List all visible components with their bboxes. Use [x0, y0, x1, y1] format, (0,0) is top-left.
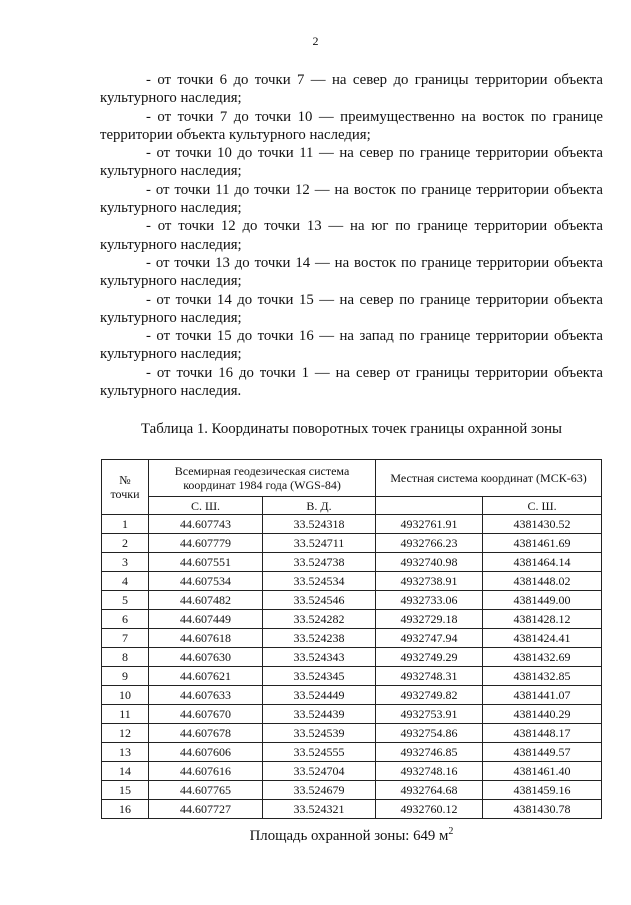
coordinates-table-body [102, 515, 602, 819]
cell-wgs84-longitude: 33.524711 [263, 534, 376, 553]
cell-wgs84-longitude: 33.524738 [263, 553, 376, 572]
table-row [102, 724, 602, 743]
cell-point-number: 2 [102, 534, 149, 553]
area-label: Площадь охранной зоны: 649 м [249, 828, 449, 844]
protected-zone-area [100, 826, 603, 846]
cell-wgs84-latitude: 44.607633 [149, 686, 263, 705]
paragraph-continuation: культурного наследия; [100, 163, 242, 180]
cell-local-x: 4932738.91 [376, 572, 483, 591]
table-row [102, 610, 602, 629]
cell-local-y: 4381441.07 [483, 686, 602, 705]
cell-local-y: 4381448.02 [483, 572, 602, 591]
boundary-segment-paragraph [100, 364, 603, 401]
cell-local-x: 4932766.23 [376, 534, 483, 553]
cell-point-number: 7 [102, 629, 149, 648]
cell-local-y: 4381461.40 [483, 762, 602, 781]
table-row [102, 667, 602, 686]
cell-point-number: 12 [102, 724, 149, 743]
cell-local-y: 4381448.17 [483, 724, 602, 743]
cell-wgs84-latitude: 44.607621 [149, 667, 263, 686]
page-number: 2 [312, 34, 319, 48]
header-wgs84-group: Всемирная геодезическая система координат 1984 года (WGS-84) [149, 460, 376, 497]
cell-wgs84-latitude: 44.607618 [149, 629, 263, 648]
boundary-segment-paragraph [100, 254, 603, 291]
cell-point-number: 15 [102, 781, 149, 800]
cell-point-number: 14 [102, 762, 149, 781]
cell-point-number: 11 [102, 705, 149, 724]
cell-wgs84-longitude: 33.524546 [263, 591, 376, 610]
cell-local-y: 4381430.52 [483, 515, 602, 534]
cell-local-x: 4932740.98 [376, 553, 483, 572]
table-row [102, 800, 602, 819]
table-row [102, 515, 602, 534]
boundary-segment-paragraph [100, 144, 603, 181]
cell-wgs84-longitude: 33.524345 [263, 667, 376, 686]
cell-local-x: 4932733.06 [376, 591, 483, 610]
cell-wgs84-longitude: 33.524321 [263, 800, 376, 819]
cell-point-number: 4 [102, 572, 149, 591]
cell-local-x: 4932760.12 [376, 800, 483, 819]
table-row [102, 762, 602, 781]
cell-local-y: 4381459.16 [483, 781, 602, 800]
cell-wgs84-longitude: 33.524534 [263, 572, 376, 591]
cell-wgs84-latitude: 44.607678 [149, 724, 263, 743]
cell-local-x: 4932748.31 [376, 667, 483, 686]
paragraph-first-line: - от точки 13 до точки 14 — на восток по границе территории объекта [146, 254, 603, 271]
cell-point-number: 10 [102, 686, 149, 705]
cell-point-number: 1 [102, 515, 149, 534]
boundary-segment-paragraph [100, 181, 603, 218]
paragraph-first-line: - от точки 15 до точки 16 — на запад по границе территории объекта [146, 328, 603, 345]
paragraph-continuation: территории объекта культурного наследия; [100, 126, 371, 143]
cell-point-number: 16 [102, 800, 149, 819]
header-wgs84-latitude: С. Ш. [149, 497, 263, 515]
table-row [102, 648, 602, 667]
cell-local-y: 4381461.69 [483, 534, 602, 553]
cell-wgs84-latitude: 44.607534 [149, 572, 263, 591]
cell-wgs84-latitude: 44.607765 [149, 781, 263, 800]
cell-local-x: 4932761.91 [376, 515, 483, 534]
cell-local-x: 4932764.68 [376, 781, 483, 800]
cell-local-y: 4381449.00 [483, 591, 602, 610]
table-row [102, 686, 602, 705]
cell-point-number: 5 [102, 591, 149, 610]
cell-local-y: 4381440.29 [483, 705, 602, 724]
cell-wgs84-latitude: 44.607727 [149, 800, 263, 819]
table-row [102, 705, 602, 724]
cell-wgs84-longitude: 33.524449 [263, 686, 376, 705]
cell-point-number: 8 [102, 648, 149, 667]
cell-wgs84-latitude: 44.607606 [149, 743, 263, 762]
boundary-segment-paragraph [100, 327, 603, 364]
table-row [102, 572, 602, 591]
cell-wgs84-longitude: 33.524555 [263, 743, 376, 762]
header-wgs84-longitude: В. Д. [263, 497, 376, 515]
header-point-number: № точки [102, 460, 149, 515]
cell-local-x: 4932747.94 [376, 629, 483, 648]
cell-local-x: 4932753.91 [376, 705, 483, 724]
table-row [102, 591, 602, 610]
cell-local-y: 4381464.14 [483, 553, 602, 572]
cell-wgs84-longitude: 33.524439 [263, 705, 376, 724]
paragraph-first-line: - от точки 7 до точки 10 — преимущественно на восток по границе [146, 108, 603, 125]
cell-wgs84-latitude: 44.607670 [149, 705, 263, 724]
cell-wgs84-latitude: 44.607551 [149, 553, 263, 572]
cell-local-y: 4381449.57 [483, 743, 602, 762]
table-row [102, 534, 602, 553]
cell-local-x: 4932729.18 [376, 610, 483, 629]
cell-local-y: 4381428.12 [483, 610, 602, 629]
area-unit-exponent: 2 [448, 826, 454, 837]
cell-local-x: 4932746.85 [376, 743, 483, 762]
cell-point-number: 13 [102, 743, 149, 762]
cell-local-y: 4381430.78 [483, 800, 602, 819]
cell-wgs84-latitude: 44.607482 [149, 591, 263, 610]
paragraph-first-line: - от точки 11 до точки 12 — на восток по границе территории объекта [146, 181, 603, 198]
header-local-y: С. Ш. [483, 497, 602, 515]
cell-point-number: 3 [102, 553, 149, 572]
paragraph-continuation: культурного наследия; [100, 309, 242, 326]
cell-wgs84-longitude: 33.524318 [263, 515, 376, 534]
cell-wgs84-longitude: 33.524238 [263, 629, 376, 648]
paragraph-continuation: культурного наследия; [100, 273, 242, 290]
cell-local-x: 4932749.82 [376, 686, 483, 705]
cell-wgs84-latitude: 44.607616 [149, 762, 263, 781]
table-row [102, 553, 602, 572]
paragraph-continuation: культурного наследия; [100, 346, 242, 363]
cell-wgs84-latitude: 44.607779 [149, 534, 263, 553]
cell-wgs84-longitude: 33.524282 [263, 610, 376, 629]
paragraph-first-line: - от точки 6 до точки 7 — на север до границы территории объекта [146, 72, 603, 88]
cell-wgs84-latitude: 44.607630 [149, 648, 263, 667]
cell-wgs84-longitude: 33.524343 [263, 648, 376, 667]
table-caption: Таблица 1. Координаты поворотных точек границы охранной зоны [141, 421, 562, 437]
coordinates-table [101, 459, 602, 819]
cell-point-number: 9 [102, 667, 149, 686]
paragraph-first-line: - от точки 10 до точки 11 — на север по границе территории объекта [146, 145, 603, 162]
boundary-segment-paragraph [100, 291, 603, 328]
paragraph-continuation: культурного наследия; [100, 90, 242, 107]
cell-local-y: 4381432.85 [483, 667, 602, 686]
cell-point-number: 6 [102, 610, 149, 629]
boundary-segment-paragraph [100, 71, 603, 108]
boundary-description [100, 71, 603, 400]
boundary-segment-paragraph [100, 217, 603, 254]
table-row [102, 781, 602, 800]
cell-wgs84-latitude: 44.607743 [149, 515, 263, 534]
paragraph-continuation: культурного наследия; [100, 200, 242, 217]
table-row [102, 743, 602, 762]
header-local-x [376, 497, 483, 515]
cell-wgs84-longitude: 33.524679 [263, 781, 376, 800]
boundary-segment-paragraph [100, 108, 603, 145]
cell-local-x: 4932749.29 [376, 648, 483, 667]
paragraph-first-line: - от точки 12 до точки 13 — на юг по границе территории объекта [146, 218, 603, 235]
paragraph-first-line: - от точки 14 до точки 15 — на север по границе территории объекта [146, 291, 603, 308]
cell-local-y: 4381432.69 [483, 648, 602, 667]
cell-wgs84-longitude: 33.524704 [263, 762, 376, 781]
paragraph-continuation: культурного наследия. [100, 383, 242, 400]
table-row [102, 629, 602, 648]
paragraph-first-line: - от точки 16 до точки 1 — на север от границы территории объекта [146, 364, 603, 381]
cell-local-x: 4932748.16 [376, 762, 483, 781]
cell-local-y: 4381424.41 [483, 629, 602, 648]
cell-wgs84-longitude: 33.524539 [263, 724, 376, 743]
paragraph-continuation: культурного наследия; [100, 236, 242, 253]
cell-local-x: 4932754.86 [376, 724, 483, 743]
header-local-group: Местная система координат (МСК-63) [376, 460, 602, 497]
cell-wgs84-latitude: 44.607449 [149, 610, 263, 629]
